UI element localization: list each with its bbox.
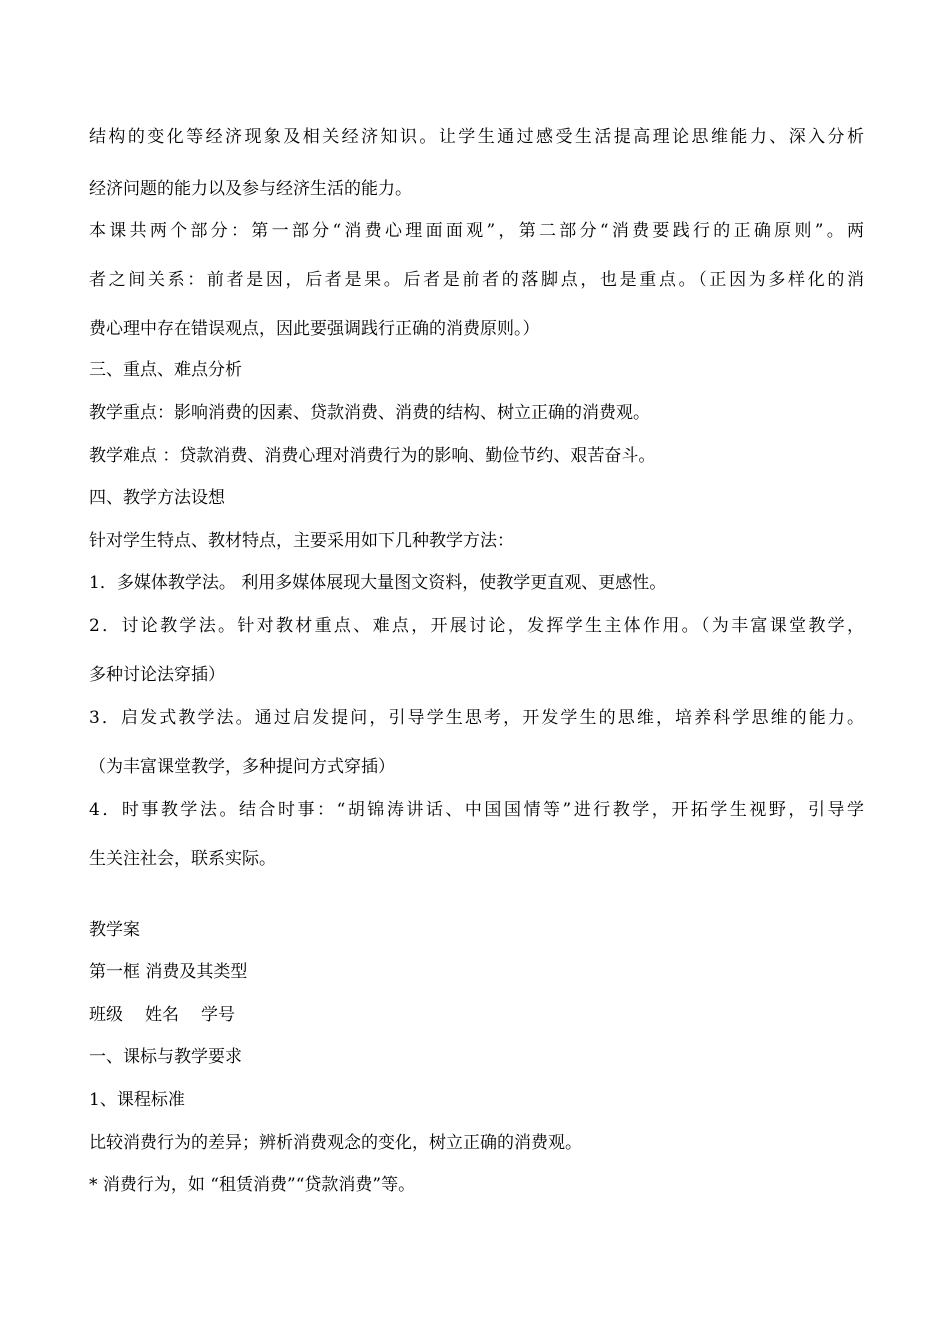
list-item: 3．启发式教学法。通过启发提问，引导学生思考，开发学生的思维，培养科学思维的能力。 — [89, 708, 864, 728]
paragraph-line: 比较消费行为的差异；辨析消费观念的变化，树立正确的消费观。 — [89, 1133, 582, 1153]
paragraph-line: 教学难点 ：贷款消费、消费心理对消费行为的影响、勤俭节约、艰苦奋斗。 — [89, 446, 656, 466]
class-label: 班级 — [89, 1005, 123, 1025]
list-item: 2．讨论教学法。针对教材重点、难点，开展讨论，发挥学生主体作用。（为丰富课堂教学， — [89, 616, 864, 636]
paragraph-line: 教学重点：影响消费的因素、贷款消费、消费的结构、树立正确的消费观。 — [89, 403, 650, 423]
paragraph-line: 生关注社会，联系实际。 — [89, 849, 276, 869]
list-item: 1．多媒体教学法。 利用多媒体展现大量图文资料，使教学更直观、更感性。 — [89, 573, 667, 593]
paragraph-line: 者之间关系：前者是因，后者是果。后者是前者的落脚点，也是重点。（正因为多样化的消 — [89, 270, 864, 290]
paragraph-line: 费心理中存在错误观点，因此要强调践行正确的消费原则。） — [89, 319, 540, 339]
section-heading: 1、课程标准 — [89, 1090, 185, 1110]
class-info-line — [89, 1003, 864, 1027]
paragraph-line: * 消费行为，如 “租赁消费”“贷款消费”等。 — [89, 1175, 416, 1195]
section-heading: 一、课标与教学要求 — [89, 1047, 242, 1067]
section-heading: 教学案 — [89, 920, 140, 940]
paragraph-line: 多种讨论法穿插） — [89, 665, 225, 685]
paragraph-line: 结构的变化等经济现象及相关经济知识。让学生通过感受生活提高理论思维能力、深入分析 — [89, 127, 864, 147]
paragraph-line: 针对学生特点、教材特点，主要采用如下几种教学方法： — [89, 531, 514, 551]
section-heading: 四、教学方法设想 — [89, 488, 225, 508]
list-item: 4．时事教学法。结合时事：“胡锦涛讲话、中国国情等”进行教学，开拓学生视野，引导学 — [89, 800, 864, 820]
name-label: 姓名 — [145, 1005, 179, 1025]
number-label: 学号 — [201, 1005, 235, 1025]
paragraph-line: （为丰富课堂教学，多种提问方式穿插） — [89, 757, 395, 777]
paragraph-line: 本课共两个部分：第一部分“消费心理面面观”，第二部分“消费要践行的正确原则”。两 — [89, 221, 864, 241]
paragraph-line: 经济问题的能力以及参与经济生活的能力。 — [89, 179, 412, 199]
section-heading: 第一框 消费及其类型 — [89, 962, 248, 982]
section-heading: 三、重点、难点分析 — [89, 360, 242, 380]
